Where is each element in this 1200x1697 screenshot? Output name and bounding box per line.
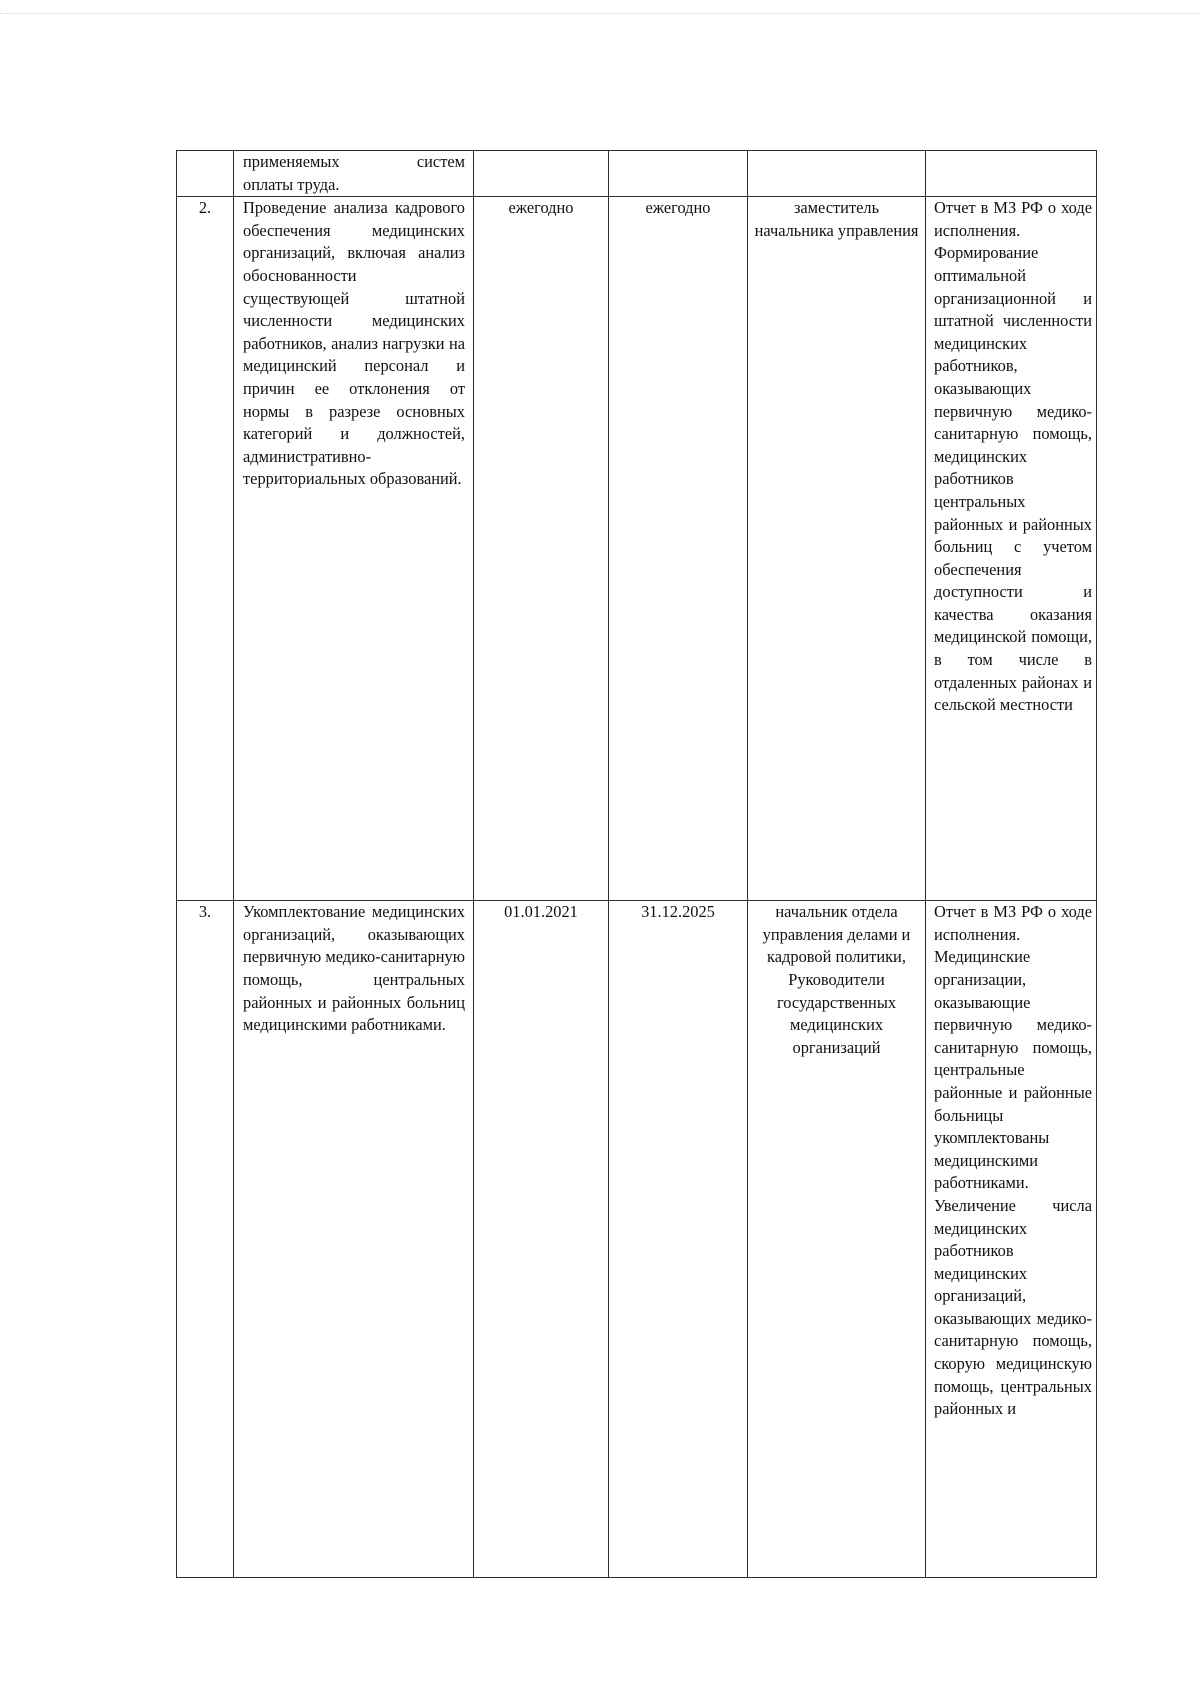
row-result: Отчет в МЗ РФ о ходе исполнения. Медицинские организации, оказывающие первичную медико-санитарную помощь, центральные районные и районные больницы укомплектованы медицинскими работниками. Увеличение числа медицинских работников медицинских организаций, оказывающих медико-санитарную помощь, скорую медицинскую помощь, центральных районных и: [926, 901, 1097, 1578]
row-start-date: 01.01.2021: [474, 901, 609, 1578]
description-line: применяемых систем: [243, 152, 465, 171]
row-number: [177, 151, 234, 197]
row-result: [926, 151, 1097, 197]
row-end-date: ежегодно: [609, 197, 748, 901]
row-responsible: [748, 151, 926, 197]
scan-top-edge: [0, 13, 1200, 14]
table-row: [177, 197, 1097, 901]
table-row: [177, 151, 1097, 197]
row-end-date: [609, 151, 748, 197]
row-description: Проведение анализа кадрового обеспечения медицинских организаций, включая анализ обоснованности существующей штатной численности медицинских работников, анализ нагрузки на медицинский персонал и причин ее отклонения от нормы в разрезе основных категорий и должностей, административно-территориальных образований.: [234, 197, 474, 901]
row-number: 2.: [177, 197, 234, 901]
row-responsible: начальник отдела управления делами и кадровой политики, Руководители государственных медицинских организаций: [748, 901, 926, 1578]
description-line: оплаты труда.: [243, 174, 340, 194]
plan-table: [176, 150, 1097, 1578]
row-result: Отчет в МЗ РФ о ходе исполнения. Формирование оптимальной организационной и штатной численности медицинских работников, оказывающих первичную медико-санитарную помощь, медицинских работников центральных районных и районных больниц с учетом обеспечения доступности и качества оказания медицинской помощи, в том числе в отдаленных районах и сельской местности: [926, 197, 1097, 901]
row-end-date: 31.12.2025: [609, 901, 748, 1578]
row-description: Укомплектование медицинских организаций, оказывающих первичную медико-санитарную помощь, центральных районных и районных больниц медицинскими работниками.: [234, 901, 474, 1578]
table-row: [177, 901, 1097, 1578]
row-start-date: ежегодно: [474, 197, 609, 901]
row-responsible: заместитель начальника управления: [748, 197, 926, 901]
row-start-date: [474, 151, 609, 197]
row-description: [234, 151, 474, 197]
row-number: 3.: [177, 901, 234, 1578]
